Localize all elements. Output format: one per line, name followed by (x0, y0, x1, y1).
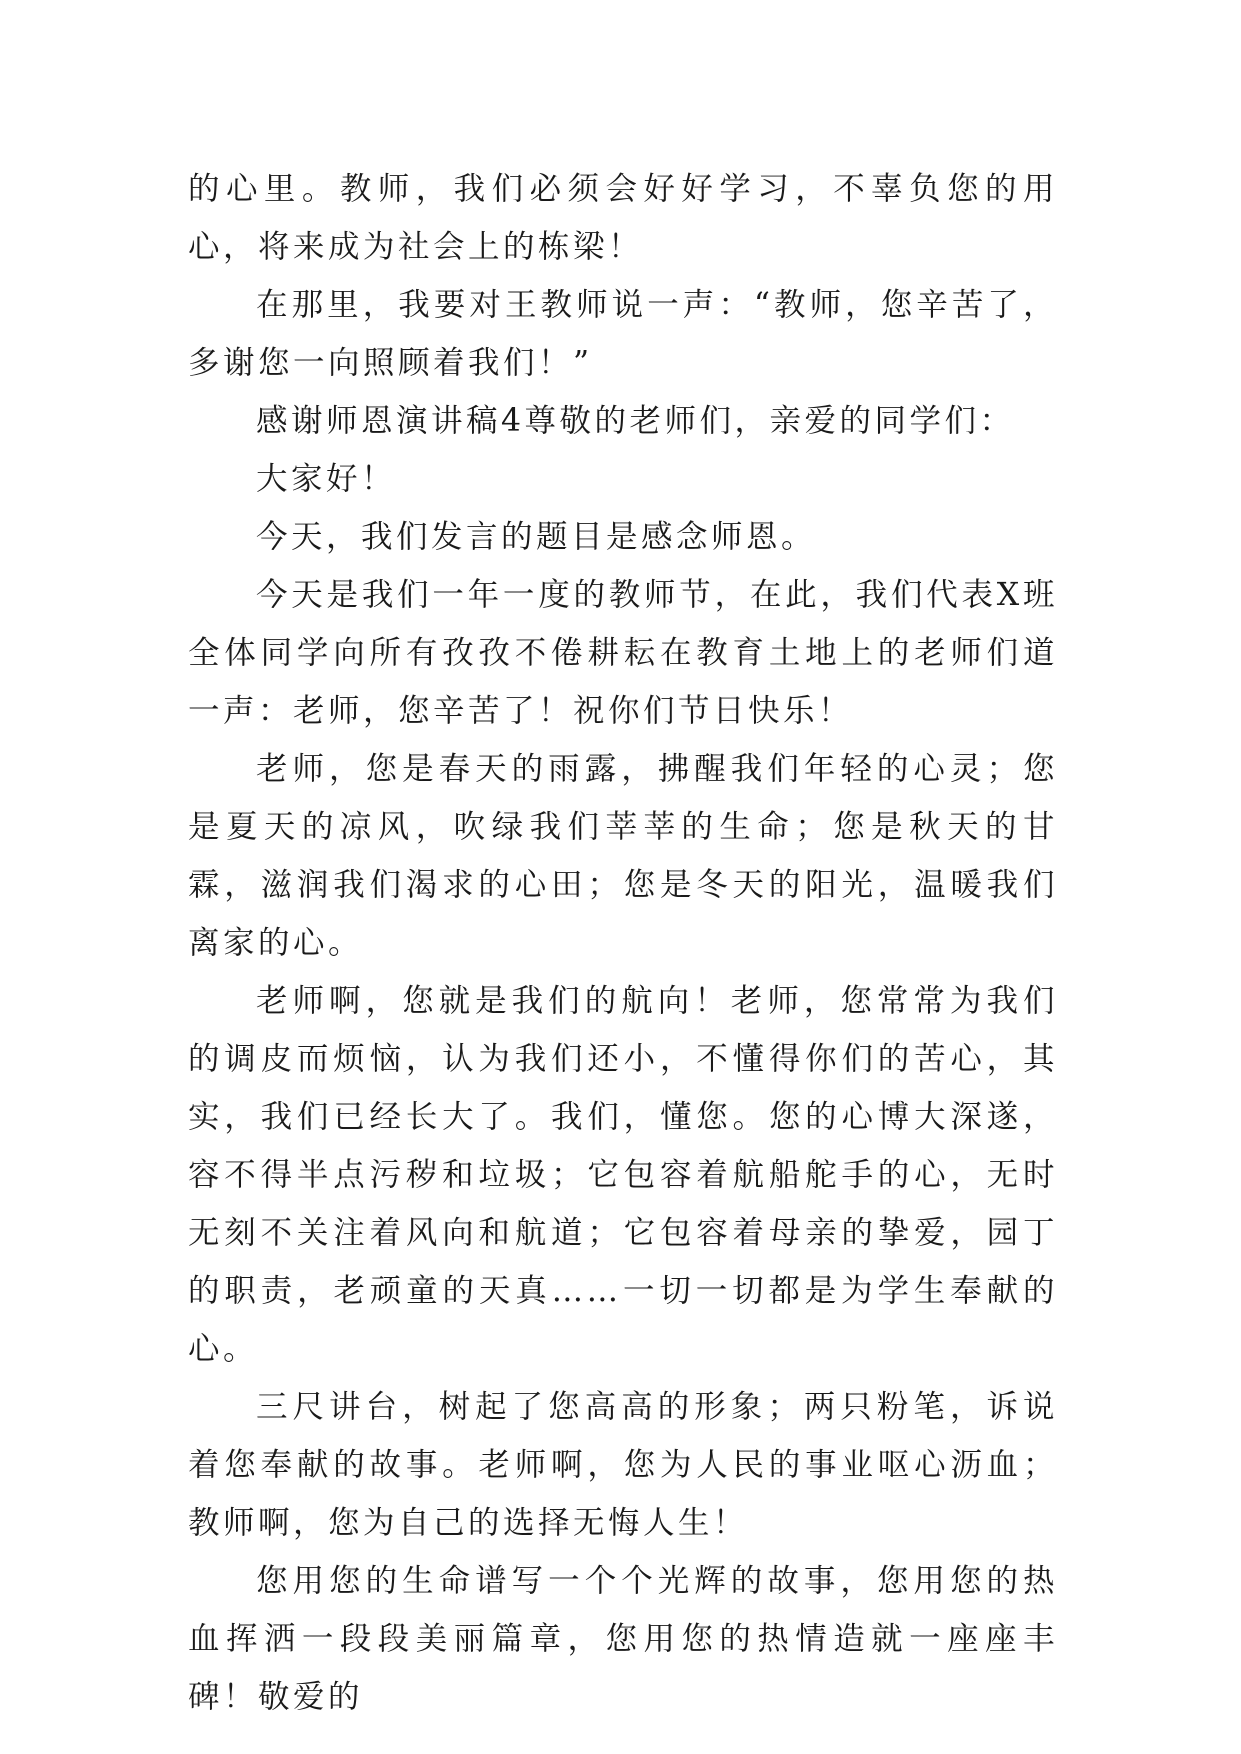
paragraph-5: 今天，我们发言的题目是感念师恩。 (256, 519, 817, 555)
paragraph-6: 今天是我们一年一度的教师节，在此，我们代表X班全体同学向所有孜孜不倦耕耘在教育土地上的老师们道一声：老师，您辛苦了！祝你们节日快乐！ (188, 577, 1058, 729)
paragraph-4: 大家好！ (256, 461, 397, 497)
document-body (188, 160, 1058, 1726)
paragraph-3: 感谢师恩演讲稿4尊敬的老师们，亲爱的同学们： (256, 403, 1015, 439)
paragraph-1: 的心里。教师，我们必须会好好学习，不辜负您的用心，将来成为社会上的栋梁！ (188, 171, 1058, 265)
paragraph-8: 老师啊，您就是我们的航向！老师，您常常为我们的调皮而烦恼，认为我们还小，不懂得你们的苦心，其实，我们已经长大了。我们，懂您。您的心博大深遂，容不得半点污秽和垃圾；它包容着航船舵手的心，无时无刻不关注着风向和航道；它包容着母亲的挚爱，园丁的职责，老顽童的天真……一切一切都是为学生奉献的心。 (188, 983, 1058, 1367)
paragraph-7: 老师，您是春天的雨露，拂醒我们年轻的心灵；您是夏天的凉风，吹绿我们莘莘的生命；您是秋天的甘霖，滋润我们渴求的心田；您是冬天的阳光，温暖我们离家的心。 (188, 751, 1058, 961)
paragraph-9: 三尺讲台，树起了您高高的形象；两只粉笔，诉说着您奉献的故事。老师啊，您为人民的事业呕心沥血；教师啊，您为自己的选择无悔人生！ (188, 1389, 1058, 1541)
paragraph-10: 您用您的生命谱写一个个光辉的故事，您用您的热血挥洒一段段美丽篇章，您用您的热情造就一座座丰碑！敬爱的 (188, 1563, 1058, 1715)
paragraph-2: 在那里，我要对王教师说一声：“教师，您辛苦了，多谢您一向照顾着我们！” (188, 287, 1058, 381)
